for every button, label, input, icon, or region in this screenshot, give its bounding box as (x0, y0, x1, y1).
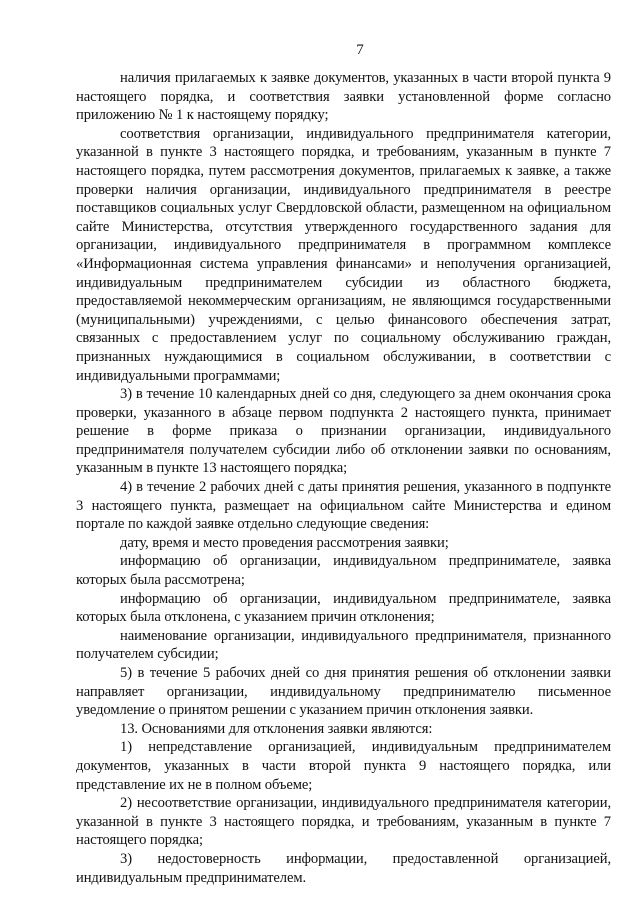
paragraph-date-time-place: дату, время и место проведения рассмотрения заявки; (120, 534, 449, 551)
paragraph-reason-3: 3) недостоверность информации, предоставленной организацией, индивидуальным предпринимателем. (76, 850, 611, 886)
paragraph-item-3-decision: 3) в течение 10 календарных дней со дня, следующего за днем окончания срока проверки, указанного в абзаце первом подпункта 2 настоящего пункта, принимает решение в форме приказа о признании организации, индивидуального предпринимателя получателем субсидии либо об отклонении заявки по основаниям, указанным в пункте 13 настоящего порядка; (76, 386, 611, 477)
paragraph-recipient-name: наименование организации, индивидуального предпринимателя, признанного получателем субсидии; (76, 627, 611, 663)
paragraph-category-compliance: соответствия организации, индивидуального предпринимателя категории, указанной в пункте 3 настоящего порядка, и требованиям, указанным в пункте 7 настоящего порядка, путем рассмотрения документов, прилагаемых к заявке, а также проверки наличия организации, индивидуального предпринимателя в реестре поставщиков социальных услуг Свердловской области, размещенном на официальном сайте Министерства, отсутствия утвержденного государственного задания для организации, индивидуального предпринимателя в программном комплексе «Информационная система управления финансами» и неполучения организацией, индивидуальным предпринимателем субсидии из областного бюджета, предоставляемой некоммерческим организациям, не являющимся государственными (муниципальными) учреждениями, с целью финансового обеспечения затрат, связанных с предоставлением услуг по социальному обслуживанию граждан, признанных нуждающимися в социальном обслуживании, в соответствии с индивидуальными программами; (76, 125, 611, 384)
paragraph-item-4-publication: 4) в течение 2 рабочих дней с даты принятия решения, указанного в подпункте 3 настоящего пункта, размещает на официальном сайте Министерства и едином портале по каждой заявке отдельно следующие сведения: (76, 479, 611, 533)
paragraph-item-5-notification: 5) в течение 5 рабочих дней со дня принятия решения об отклонении заявки направляет организации, индивидуальному предпринимателю письменное уведомление о принятом решении с указанием причин отклонения заявки. (76, 665, 611, 719)
paragraph-reason-1: 1) непредставление организацией, индивидуальным предпринимателем документов, указанных в части второй пункта 9 настоящего порядка, или представление их не в полном объеме; (76, 739, 611, 793)
paragraph-section-13-heading: 13. Основаниями для отклонения заявки являются: (120, 720, 433, 737)
paragraph-reviewed-info: информацию об организации, индивидуальном предпринимателе, заявка которых была рассмотрена; (76, 553, 611, 589)
paragraph-documents-check: наличия прилагаемых к заявке документов, указанных в части второй пункта 9 настоящего порядка, и соответствия заявки установленной форме согласно приложению № 1 к настоящему порядку; (76, 70, 611, 124)
page-number: 7 (356, 42, 364, 58)
paragraph-rejected-info: информацию об организации, индивидуальном предпринимателе, заявка которых была отклонена, с указанием причин отклонения; (76, 590, 611, 626)
paragraph-reason-2: 2) несоответствие организации, индивидуального предпринимателя категории, указанной в пункте 3 настоящего порядка, и требованиям, указанным в пункте 7 настоящего порядка; (76, 795, 611, 849)
